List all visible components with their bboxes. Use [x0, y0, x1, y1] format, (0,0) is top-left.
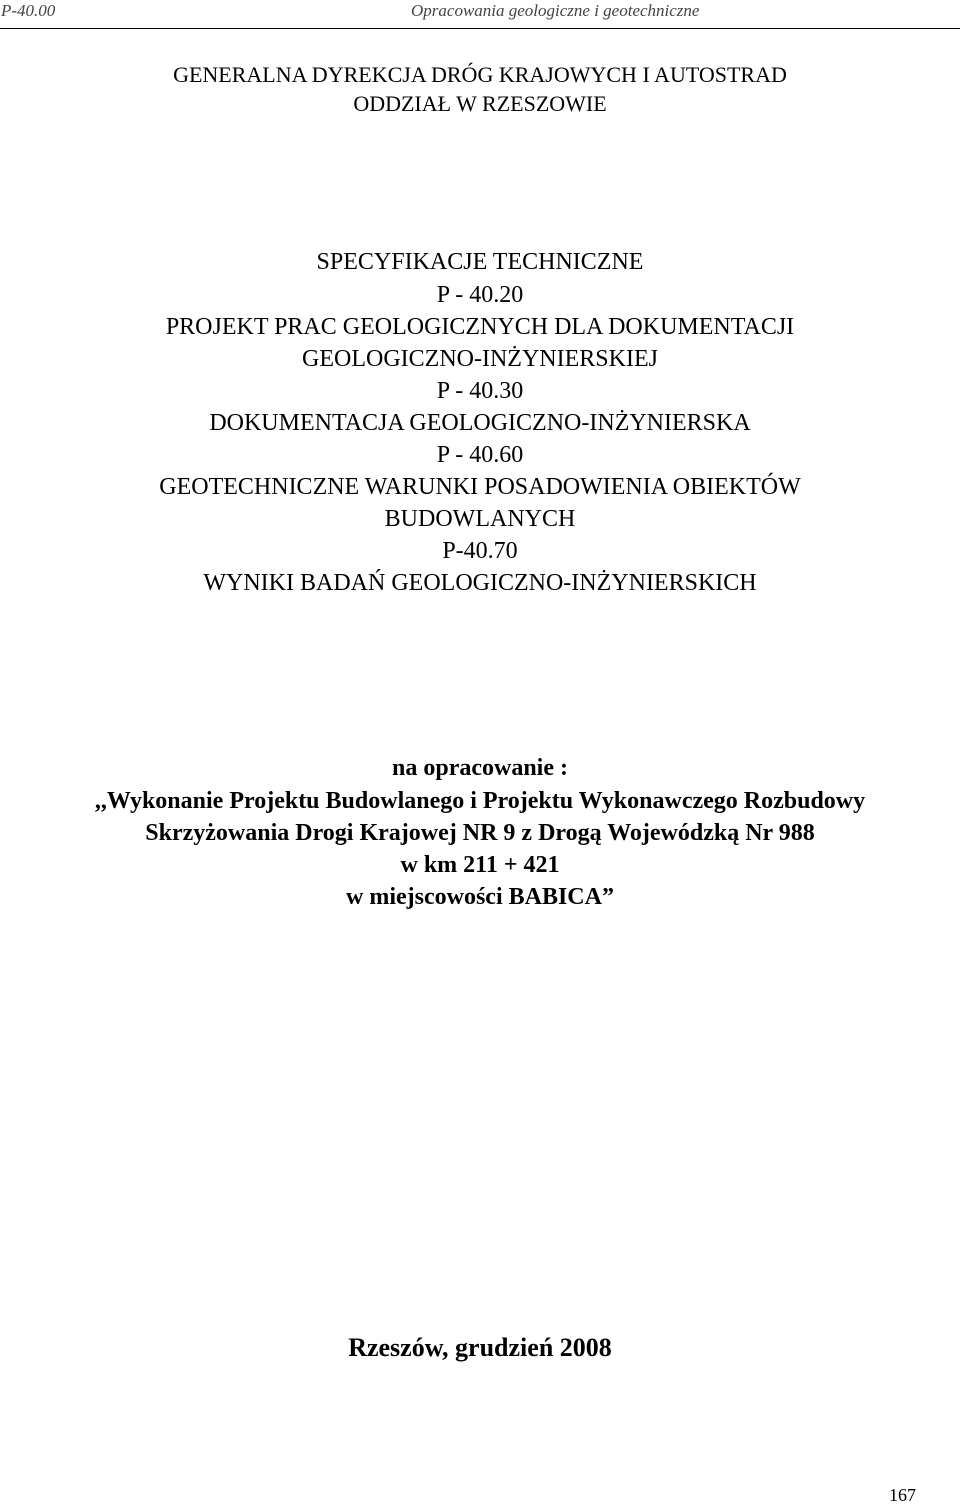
spec-title-40-30: DOKUMENTACJA GEOLOGICZNO-INŻYNIERSKA: [209, 410, 751, 436]
spec-code-40-30: P - 40.30: [436, 378, 524, 404]
project-label: na opracowanie :: [392, 755, 568, 781]
project-title-line1: ,,Wykonanie Projektu Budowlanego i Projektu Wykonawczego Rozbudowy: [94, 788, 866, 814]
project-chainage: w km 211 + 421: [400, 852, 560, 878]
specs-heading: SPECYFIKACJE TECHNICZNE: [316, 249, 644, 275]
authority-name: GENERALNA DYREKCJA DRÓG KRAJOWYCH I AUTOSTRAD: [173, 62, 787, 87]
spec-code-40-60: P - 40.60: [436, 442, 524, 468]
spec-title-40-70: WYNIKI BADAŃ GEOLOGICZNO-INŻYNIERSKICH: [203, 570, 757, 596]
spec-code-40-20: P - 40.20: [436, 282, 524, 308]
spec-title-40-60-line2: BUDOWLANYCH: [384, 506, 576, 532]
header-doc-code: P-40.00: [1, 1, 56, 20]
spec-title-40-20-line2: GEOLOGICZNO-INŻYNIERSKIEJ: [302, 346, 658, 372]
spec-code-40-70: P-40.70: [442, 538, 518, 564]
page-header: [0, 0, 960, 30]
spec-title-40-20-line1: PROJEKT PRAC GEOLOGICZNYCH DLA DOKUMENTACJI: [165, 314, 795, 340]
header-section-title: Opracowania geologiczne i geotechniczne: [411, 1, 700, 20]
page-number: 167: [889, 1485, 916, 1505]
place-and-date: Rzeszów, grudzień 2008: [348, 1333, 612, 1362]
project-title-line2: Skrzyżowania Drogi Krajowej NR 9 z Drogą Wojewódzką Nr 988: [145, 820, 815, 846]
project-location: w miejscowości BABICA”: [346, 884, 614, 910]
authority-branch: ODDZIAŁ W RZESZOWIE: [353, 91, 607, 116]
spec-title-40-60-line1: GEOTECHNICZNE WARUNKI POSADOWIENIA OBIEKTÓW: [159, 474, 801, 500]
header-divider: [0, 28, 960, 29]
